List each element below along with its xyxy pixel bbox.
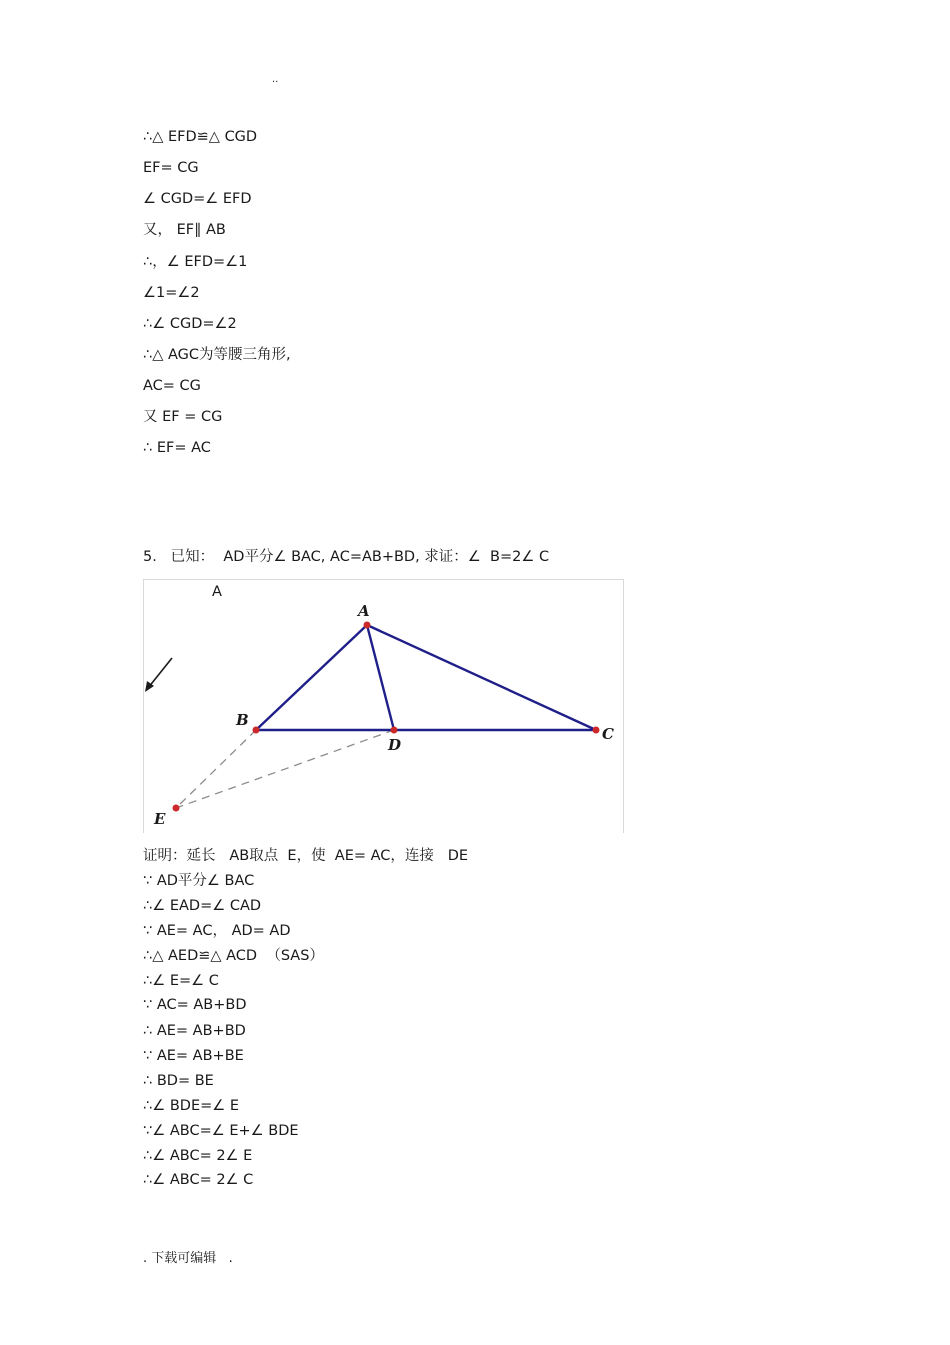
- proof-line: AC= CG: [143, 378, 201, 394]
- proof-line: ∴△ AGC为等腰三角形,: [143, 347, 291, 363]
- segment-AB: [256, 625, 367, 730]
- proof-line: ∵ AE= AB+BE: [143, 1048, 244, 1064]
- proof-line: ∵ AD平分∠ BAC: [143, 873, 255, 889]
- proof-line: ∴△ AED≌△ ACD （SAS）: [143, 948, 324, 964]
- segment-DE: [176, 730, 394, 808]
- label-C: C: [602, 725, 614, 743]
- arrow-icon: [148, 658, 172, 688]
- segment-AD: [367, 625, 394, 730]
- proof-line: ∠ CGD=∠ EFD: [143, 191, 252, 207]
- proof-line: ∴ BD= BE: [143, 1073, 214, 1089]
- proof-line: ∴，∠ EFD=∠1: [143, 254, 248, 270]
- label-B: B: [236, 711, 249, 729]
- triangle-diagram: [144, 580, 625, 834]
- proof-line: 又 EF = CG: [143, 409, 223, 425]
- proof-line: 证明：延长 AB取点 E，使 AE= AC，连接 DE: [143, 848, 469, 864]
- proof-line: ∴∠ E=∠ C: [143, 973, 219, 989]
- figure-corner-label: A: [212, 584, 222, 600]
- proof-line: ∴∠ CGD=∠2: [143, 316, 237, 332]
- segment-AC: [367, 625, 596, 730]
- point-B: [253, 727, 260, 734]
- point-A: [364, 622, 371, 629]
- problem-statement: 5. 已知： AD平分∠ BAC, AC=AB+BD, 求证：∠ B=2∠ C: [143, 549, 550, 565]
- proof-line: ∵∠ ABC=∠ E+∠ BDE: [143, 1123, 299, 1139]
- label-A: A: [358, 602, 370, 620]
- proof-line: ∴∠ BDE=∠ E: [143, 1098, 240, 1114]
- label-D: D: [388, 736, 402, 754]
- proof-line: ∴∠ ABC= 2∠ C: [143, 1172, 254, 1188]
- proof-line: ∴△ EFD≌△ CGD: [143, 129, 258, 145]
- proof-line: 又， EF∥ AB: [143, 222, 226, 238]
- proof-line: ∠1=∠2: [143, 285, 200, 301]
- header-marks: ..: [272, 74, 279, 85]
- proof-line: ∴∠ EAD=∠ CAD: [143, 898, 262, 914]
- proof-line: ∴∠ ABC= 2∠ E: [143, 1148, 253, 1164]
- geometry-figure: [143, 579, 624, 833]
- proof-line: ∴ EF= AC: [143, 440, 211, 456]
- proof-line: ∴ AE= AB+BD: [143, 1023, 246, 1039]
- point-E: [173, 805, 180, 812]
- page-footer: . 下载可编辑 .: [143, 1251, 233, 1266]
- proof-line: ∵ AE= AC， AD= AD: [143, 923, 291, 939]
- point-C: [593, 727, 600, 734]
- proof-line: ∵ AC= AB+BD: [143, 997, 247, 1013]
- proof-line: EF= CG: [143, 160, 199, 176]
- label-E: E: [154, 810, 166, 828]
- point-D: [391, 727, 398, 734]
- segment-BE: [176, 730, 256, 808]
